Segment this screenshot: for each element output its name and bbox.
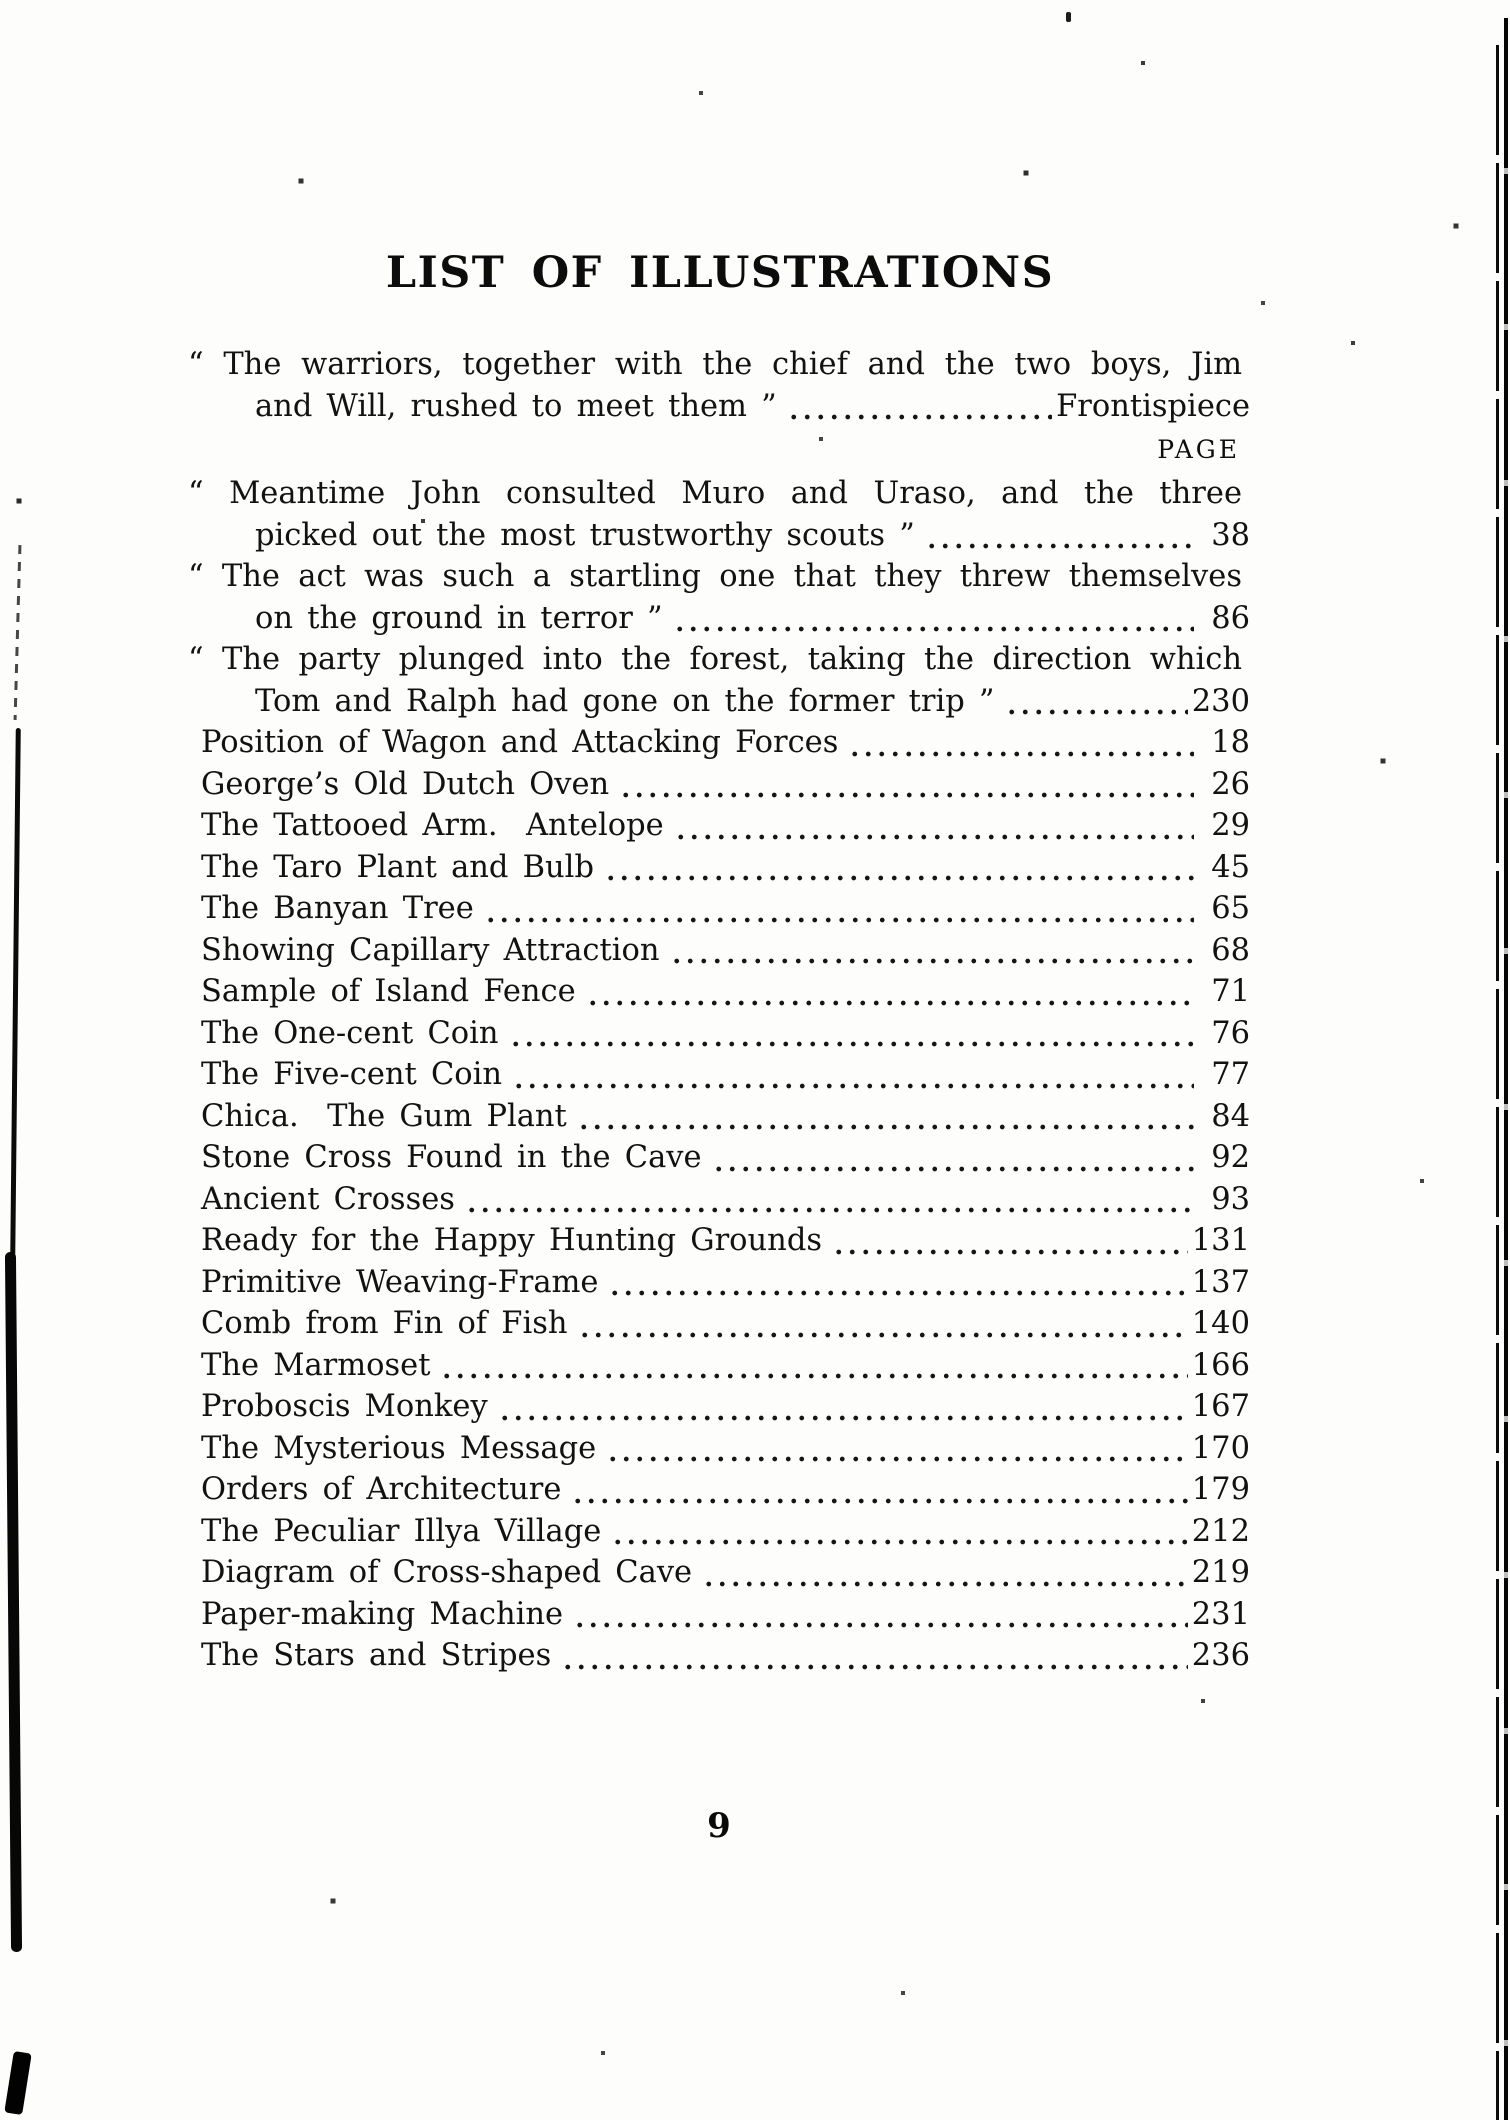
illustration-entry [188,1054,1250,1096]
illustration-entry [188,1386,1250,1428]
entry-page-ref: 26 [1211,766,1250,802]
entry-line [188,847,1250,889]
dot-leader [606,1456,1188,1462]
dot-leader [670,958,1195,964]
entry-line [188,1552,1250,1594]
dot-leader [674,834,1194,840]
ink-speck [1066,12,1071,22]
dot-leader [619,792,1194,798]
binding-mark [4,2051,31,2115]
entry-text-line2: on the ground in terror ” [255,600,663,636]
dot-leader [571,1498,1187,1504]
dot-leader [586,1000,1194,1006]
illustration-entry [188,722,1250,764]
dot-leader [712,1166,1194,1172]
entry-page-ref: 18 [1211,725,1250,760]
entry-text: The Five-cent Coin [201,1057,503,1092]
entry-text: Chica. The Gum Plant [201,1098,567,1134]
illustration-entry [188,1552,1250,1594]
dot-leader [498,1415,1188,1421]
entry-line [188,1220,1250,1262]
entry-text: Showing Capillary Attraction [201,932,660,968]
entry-page-ref: 38 [1211,517,1250,553]
illustration-entry [188,847,1250,889]
dot-leader [604,875,1194,881]
entry-text: Comb from Fin of Fish [201,1306,568,1341]
illustration-entry [188,1511,1250,1553]
dot-leader [465,1207,1194,1213]
entry-line [188,1345,1250,1387]
entry-page-ref: 231 [1191,1596,1250,1632]
entry-line [188,1054,1250,1096]
entry-line [188,1428,1250,1470]
entry-text: Paper-making Machine [201,1596,564,1632]
illustration-entry [188,764,1250,806]
entry-text: Proboscis Monkey [201,1389,488,1424]
entry-page-ref: 170 [1191,1430,1250,1466]
dot-leader [578,1332,1188,1338]
entry-text-line2: and Will, rushed to meet them ” [255,388,777,424]
illustration-entry [188,971,1250,1013]
entry-page-ref: 68 [1211,932,1250,968]
entry-line [188,1594,1250,1636]
entry-text: Orders of Architecture [201,1472,562,1507]
entry-line [188,888,1250,930]
illustration-entry [188,1635,1250,1677]
dot-leader [925,543,1194,549]
illustration-entry [188,805,1250,847]
entry-page-ref: 71 [1211,974,1250,1009]
entry-text: George’s Old Dutch Oven [201,766,610,802]
dot-leader [509,1041,1194,1047]
entry-text: The One-cent Coin [201,1015,499,1051]
illustration-entry [188,1179,1250,1221]
entry-page-ref: 65 [1211,891,1250,926]
entry-second-line [188,515,1250,557]
entry-second-line [188,681,1250,723]
entry-page-ref: 29 [1211,808,1250,843]
illustration-entry [188,1137,1250,1179]
entry-text-line1: “ The warriors, together with the chief and the two boys, Jim [188,347,1242,382]
entry-text: The Marmoset [201,1347,431,1383]
binding-mark [14,545,22,720]
entry-text: Primitive Weaving-Frame [201,1264,599,1300]
illustration-entry [188,1594,1250,1636]
entry-page-ref: 167 [1191,1389,1250,1424]
entry-page-ref: 236 [1191,1638,1250,1673]
entry-line [188,764,1250,806]
entry-text-line1: “ The party plunged into the forest, taking the direction which [188,642,1242,677]
illustrations-list [188,344,1250,1677]
entry-page-ref: 84 [1211,1098,1250,1134]
dot-leader [440,1373,1187,1379]
illustration-entry [188,1096,1250,1138]
entry-page-ref: 230 [1191,683,1250,719]
scan-speckles [0,0,2,2]
entry-text: The Taro Plant and Bulb [201,849,594,885]
dot-leader [1005,709,1188,715]
dot-leader [611,1539,1187,1545]
illustration-entry [188,1303,1250,1345]
dot-leader [787,414,1052,420]
entry-page-ref: 179 [1191,1472,1250,1507]
entry-line [188,971,1250,1013]
entry-page-ref: 77 [1211,1057,1250,1092]
illustration-entry [188,888,1250,930]
binding-mark [5,1252,22,1952]
illustration-entry [188,1345,1250,1387]
illustration-entry [188,1469,1250,1511]
entry-text-line1: “ Meantime John consulted Muro and Uraso, and the three [188,476,1242,511]
dot-leader [832,1249,1188,1255]
entry-text: Diagram of Cross-shaped Cave [201,1555,693,1590]
entry-line [188,1013,1250,1055]
page-edge-line [1496,45,1499,2120]
entry-text: The Peculiar Illya Village [201,1513,602,1549]
page-column-header: PAGE [1157,435,1240,464]
entry-page-ref: 131 [1191,1223,1250,1258]
entry-line [188,805,1250,847]
entry-page-ref: 86 [1211,600,1250,636]
page-title: LIST OF ILLUSTRATIONS [385,248,1055,298]
entry-page-ref: 137 [1191,1264,1250,1300]
entry-text-line1: “ The act was such a startling one that they threw themselves [188,559,1242,594]
page-number: 9 [707,1806,731,1846]
entry-page-ref: 219 [1191,1555,1250,1590]
dot-leader [608,1290,1187,1296]
dot-leader [484,917,1194,923]
entry-page-ref: 45 [1211,849,1250,885]
binding-mark [10,728,21,1258]
entry-text: Position of Wagon and Attacking Forces [201,725,839,760]
entry-text: The Stars and Stripes [201,1638,552,1673]
illustration-entry [188,556,1250,639]
illustration-entry [188,344,1250,427]
entry-text: The Mysterious Message [201,1430,597,1466]
illustration-entry [188,1013,1250,1055]
entry-line [188,1386,1250,1428]
entry-text-line2: picked out the most trustworthy scouts ” [255,517,915,553]
entry-page-ref: 212 [1191,1513,1250,1549]
entry-text-line2: Tom and Ralph had gone on the former trip ” [255,683,995,719]
dot-leader [848,751,1194,757]
entry-page-ref: 166 [1191,1347,1250,1383]
entry-line [188,1137,1250,1179]
dot-leader [561,1664,1188,1670]
entry-page-ref: Frontispiece [1056,388,1250,424]
page-edge-line [1504,18,1508,2120]
illustration-entry [188,1428,1250,1470]
dot-leader [573,1622,1188,1628]
entry-line [188,1262,1250,1304]
entry-page-ref: 92 [1211,1140,1250,1175]
entry-line [188,722,1250,764]
illustration-entry [188,639,1250,722]
entry-page-ref: 76 [1211,1015,1250,1051]
entry-line [188,1303,1250,1345]
illustration-entry [188,1262,1250,1304]
illustration-entry [188,473,1250,556]
entry-second-line [188,386,1250,428]
entry-text: Stone Cross Found in the Cave [201,1140,702,1175]
entry-line [188,1179,1250,1221]
entry-text: The Tattooed Arm. Antelope [201,808,664,843]
entry-line [188,1469,1250,1511]
dot-leader [702,1581,1188,1587]
dot-leader [512,1083,1194,1089]
illustration-entry [188,1220,1250,1262]
entry-second-line [188,598,1250,640]
illustration-entry [188,930,1250,972]
entry-line [188,1096,1250,1138]
entry-page-ref: 140 [1191,1306,1250,1341]
entry-page-ref: 93 [1211,1181,1250,1217]
entry-line [188,1635,1250,1677]
entry-text: Sample of Island Fence [201,974,576,1009]
entry-text: Ancient Crosses [201,1181,455,1217]
dot-leader [577,1124,1194,1130]
dot-leader [673,626,1194,632]
entry-line [188,930,1250,972]
entry-text: Ready for the Happy Hunting Grounds [201,1223,823,1258]
entry-text: The Banyan Tree [201,891,474,926]
entry-line [188,1511,1250,1553]
